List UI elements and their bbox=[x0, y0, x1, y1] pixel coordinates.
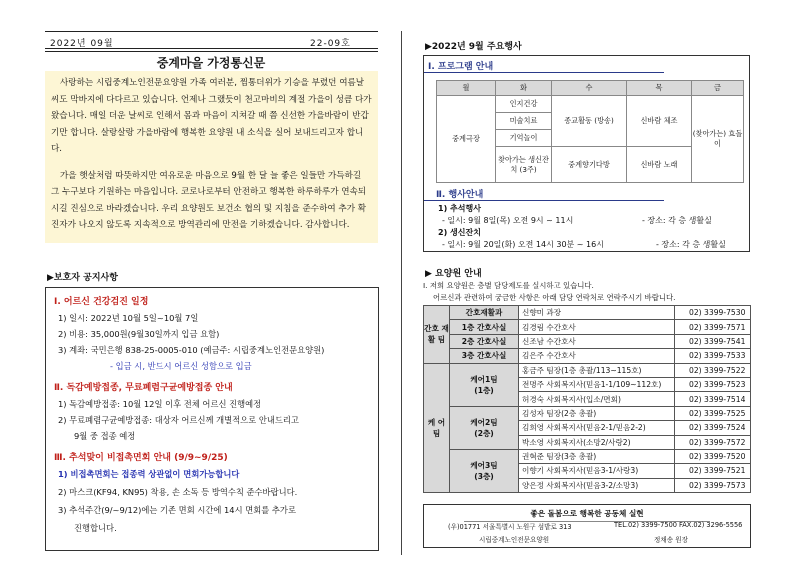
staff-phone: 02) 3399-7571 bbox=[675, 320, 751, 334]
footer-contact: TEL.02) 3399-7500 FAX.02) 3296-5556 bbox=[614, 521, 743, 529]
staff-name: 김경림 수간호사 bbox=[519, 320, 675, 334]
staff-name: 김성자 팀장(2층 총괄) bbox=[519, 406, 675, 420]
notice-box bbox=[45, 287, 379, 551]
event-title: 1) 추석행사 bbox=[438, 204, 481, 213]
unit-label: 2층 간호사실 bbox=[450, 334, 519, 348]
issue-number: 22-09호 bbox=[310, 39, 351, 49]
staff-name: 신조남 수간호사 bbox=[519, 334, 675, 348]
team-name: 케어3팀 bbox=[470, 460, 498, 470]
staff-name: 양은정 사회복지사(믿음3-2/소망3) bbox=[519, 478, 675, 492]
group-label: 간호 재활 팀 bbox=[424, 306, 450, 364]
event-time: - 일시: 9월 20일(화) 오전 14시 30분 ~ 16시 bbox=[442, 240, 604, 249]
notice-s2-item: 9월 중 접종 예정 bbox=[74, 431, 136, 441]
day-header: 화 bbox=[496, 81, 552, 96]
letter-paragraph-2: 가을 햇살처럼 따뜻하지만 여유로운 마음으로 9월 한 달 늘 좋은 일들만 가득하길 그 누구보다 기원하는 마음입니다. 코로나로부터 안전하고 행복한 하루하루가 연속되시길 진심으로 바라겠습니다. 우리 요양원도 보건소 협의 및 지침을 준수하여 추가 확진자가 나오지 않도록 지속적으로 방역관리에 만전을 기하겠습니다. 감사합니다. bbox=[51, 170, 367, 230]
event-place: - 장소: 각 층 생활실 bbox=[642, 216, 712, 225]
column-divider bbox=[401, 31, 402, 555]
staff-name: 신향미 과장 bbox=[519, 306, 675, 320]
staff-phone: 02) 3399-7541 bbox=[675, 334, 751, 348]
thu-program: 신바람 노래 bbox=[627, 147, 692, 183]
tue-program: 인지건강 bbox=[496, 96, 552, 113]
wed-program: 중계향기다방 bbox=[552, 147, 627, 183]
notice-s2-title: Ⅱ. 독감예방접종, 무료폐렴구균예방접종 안내 bbox=[54, 383, 233, 393]
notice-s1-item: 3) 계좌: 국민은행 838-25-0005-010 (예금주: 시립중계노인전문요양원) bbox=[58, 345, 325, 355]
team-floor: (1층) bbox=[474, 385, 494, 395]
footer-box bbox=[423, 504, 751, 548]
notice-heading: ▶보호자 공지사항 bbox=[47, 273, 118, 283]
staff-name: 전명주 사회복지사(믿음1-1/109~112호) bbox=[519, 377, 675, 391]
wed-program: 종교활동 (방송) bbox=[552, 96, 627, 147]
staff-name: 홍금주 팀장(1층 총괄/113~115호) bbox=[519, 363, 675, 377]
staff-contact-table bbox=[423, 305, 751, 493]
team-name: 케어2팀 bbox=[470, 417, 498, 427]
staff-name: 박소영 사회복지사(소망2/사랑2) bbox=[519, 435, 675, 449]
staff-name: 허경숙 사회복지사(입소/면회) bbox=[519, 392, 675, 406]
unit-label: 1층 간호사실 bbox=[450, 320, 519, 334]
newsletter-title: 중계마을 가정통신문 bbox=[156, 56, 266, 70]
day-header: 월 bbox=[437, 81, 496, 96]
fri-program: (찾아가는) 효돌이 bbox=[692, 96, 744, 183]
event-time: - 일시: 9월 8일(목) 오전 9시 ~ 11시 bbox=[442, 216, 574, 225]
staff-phone: 02) 3399-7572 bbox=[675, 435, 751, 449]
notice-s3-title: Ⅲ. 추석맞이 비접촉면회 안내 (9/9~9/25) bbox=[54, 453, 228, 463]
unit-label: 간호재활과 bbox=[450, 306, 519, 320]
notice-s3-item: 3) 추석주간(9/~9/12)에는 기존 면회 시간에 14시 면회를 추가로 bbox=[58, 505, 296, 515]
tue-program: 기억놀이 bbox=[496, 130, 552, 147]
tue-program: 찾아가는 생신잔치 (3주) bbox=[496, 147, 552, 183]
letter-paragraph-1: 사랑하는 시립중계노인전문요양원 가족 여러분, 찜통더위가 기승을 부렸던 여름날씨도 막바지에 다다르고 있습니다. 언제나 그랬듯이 천고마비의 계절 가을이 성큼 다가왔습니다. 매일 더운 날씨로 인해서 몸과 마음이 지쳐갈 때 쯤 신선한 가을바람이 반갑기만 합니다. 살랑살랑 가을바람에 행복한 요양원 내 소식을 실어 보내드리고자 합니다. bbox=[51, 78, 372, 154]
staff-desc: 어르신과 관련하여 궁금한 사항은 아래 담당 연락처로 연락주시기 바랍니다. bbox=[433, 293, 676, 302]
staff-name: 김희영 사회복지사(믿음2-1/믿음2-2) bbox=[519, 421, 675, 435]
staff-name: 이향기 사회복지사(믿음3-1/사랑3) bbox=[519, 464, 675, 478]
staff-name: 권혁준 팀장(3층 총괄) bbox=[519, 449, 675, 463]
notice-s1-item: 2) 비용: 35,000원(9월30일까지 입금 요함) bbox=[58, 329, 220, 339]
issue-date: 2022년 09월 bbox=[50, 39, 114, 49]
team-label bbox=[450, 363, 519, 406]
footer-slogan: 좋은 돌봄으로 행복한 공동체 실현 bbox=[464, 508, 710, 522]
team-name: 케어1팀 bbox=[470, 374, 498, 384]
thu-program: 신바람 체조 bbox=[627, 96, 692, 147]
event-title: 2) 생신잔치 bbox=[438, 228, 481, 237]
tue-program: 미술치료 bbox=[496, 113, 552, 130]
footer-org: 시립중계노인전문요양원 bbox=[479, 536, 550, 544]
staff-phone: 02) 3399-7522 bbox=[675, 363, 751, 377]
footer-address: (우)01771 서울특별시 노원구 섬밭로 313 bbox=[448, 523, 572, 531]
notice-s1-title: Ⅰ. 어르신 건강검진 일정 bbox=[54, 297, 149, 307]
team-label bbox=[450, 449, 519, 492]
day-header: 금 bbox=[692, 81, 744, 96]
program-title: Ⅰ. 프로그램 안내 bbox=[428, 62, 494, 72]
events-heading: ▶2022년 9월 주요행사 bbox=[425, 42, 522, 52]
group-label: 케 어 팀 bbox=[424, 363, 450, 493]
staff-phone: 02) 3399-7523 bbox=[675, 377, 751, 391]
staff-phone: 02) 3399-7520 bbox=[675, 449, 751, 463]
notice-s2-item: 2) 무료폐렴구균예방접종: 대상자 어르신께 개별적으로 안내드리고 bbox=[58, 415, 299, 425]
notice-s1-item: 1) 일시: 2022년 10월 5일~10월 7일 bbox=[58, 313, 199, 323]
staff-phone: 02) 3399-7533 bbox=[675, 349, 751, 363]
unit-label: 3층 간호사실 bbox=[450, 349, 519, 363]
event-place: - 장소: 각 층 생활실 bbox=[656, 240, 726, 249]
staff-heading: ▶ 요양원 안내 bbox=[425, 269, 482, 279]
staff-phone: 02) 3399-7524 bbox=[675, 421, 751, 435]
notice-s2-item: 1) 독감예방접종: 10월 12일 이후 전체 어르신 진행예정 bbox=[58, 399, 262, 409]
program-schedule-table bbox=[436, 80, 744, 183]
mon-program: 중계극장 bbox=[437, 96, 496, 183]
notice-s3-item: 진행합니다. bbox=[74, 523, 117, 533]
staff-name: 김은주 수간호사 bbox=[519, 349, 675, 363]
notice-s1-note: - 입금 시, 반드시 어르신 성함으로 입금 bbox=[110, 361, 252, 371]
team-floor: (3층) bbox=[474, 471, 494, 481]
staff-phone: 02) 3399-7521 bbox=[675, 464, 751, 478]
notice-s3-item: 1) 비접촉면회는 접종력 상관없이 면회가능합니다 bbox=[58, 469, 240, 479]
day-header: 목 bbox=[627, 81, 692, 96]
staff-phone: 02) 3399-7514 bbox=[675, 392, 751, 406]
staff-desc: Ⅰ. 저희 요양원은 층별 담당제도를 실시하고 있습니다. bbox=[423, 281, 594, 290]
team-floor: (2층) bbox=[474, 428, 494, 438]
events-box bbox=[423, 55, 750, 252]
footer-director: 정채송 원장 bbox=[654, 536, 688, 544]
notice-s3-item: 2) 마스크(KF94, KN95) 착용, 손 소독 등 방역수칙 준수바랍니다. bbox=[58, 487, 298, 497]
staff-phone: 02) 3399-7573 bbox=[675, 478, 751, 492]
event-info-title: Ⅱ. 행사안내 bbox=[436, 190, 484, 200]
letter-box bbox=[45, 71, 378, 243]
team-label bbox=[450, 406, 519, 449]
staff-phone: 02) 3399-7530 bbox=[675, 306, 751, 320]
day-header: 수 bbox=[552, 81, 627, 96]
staff-phone: 02) 3399-7525 bbox=[675, 406, 751, 420]
